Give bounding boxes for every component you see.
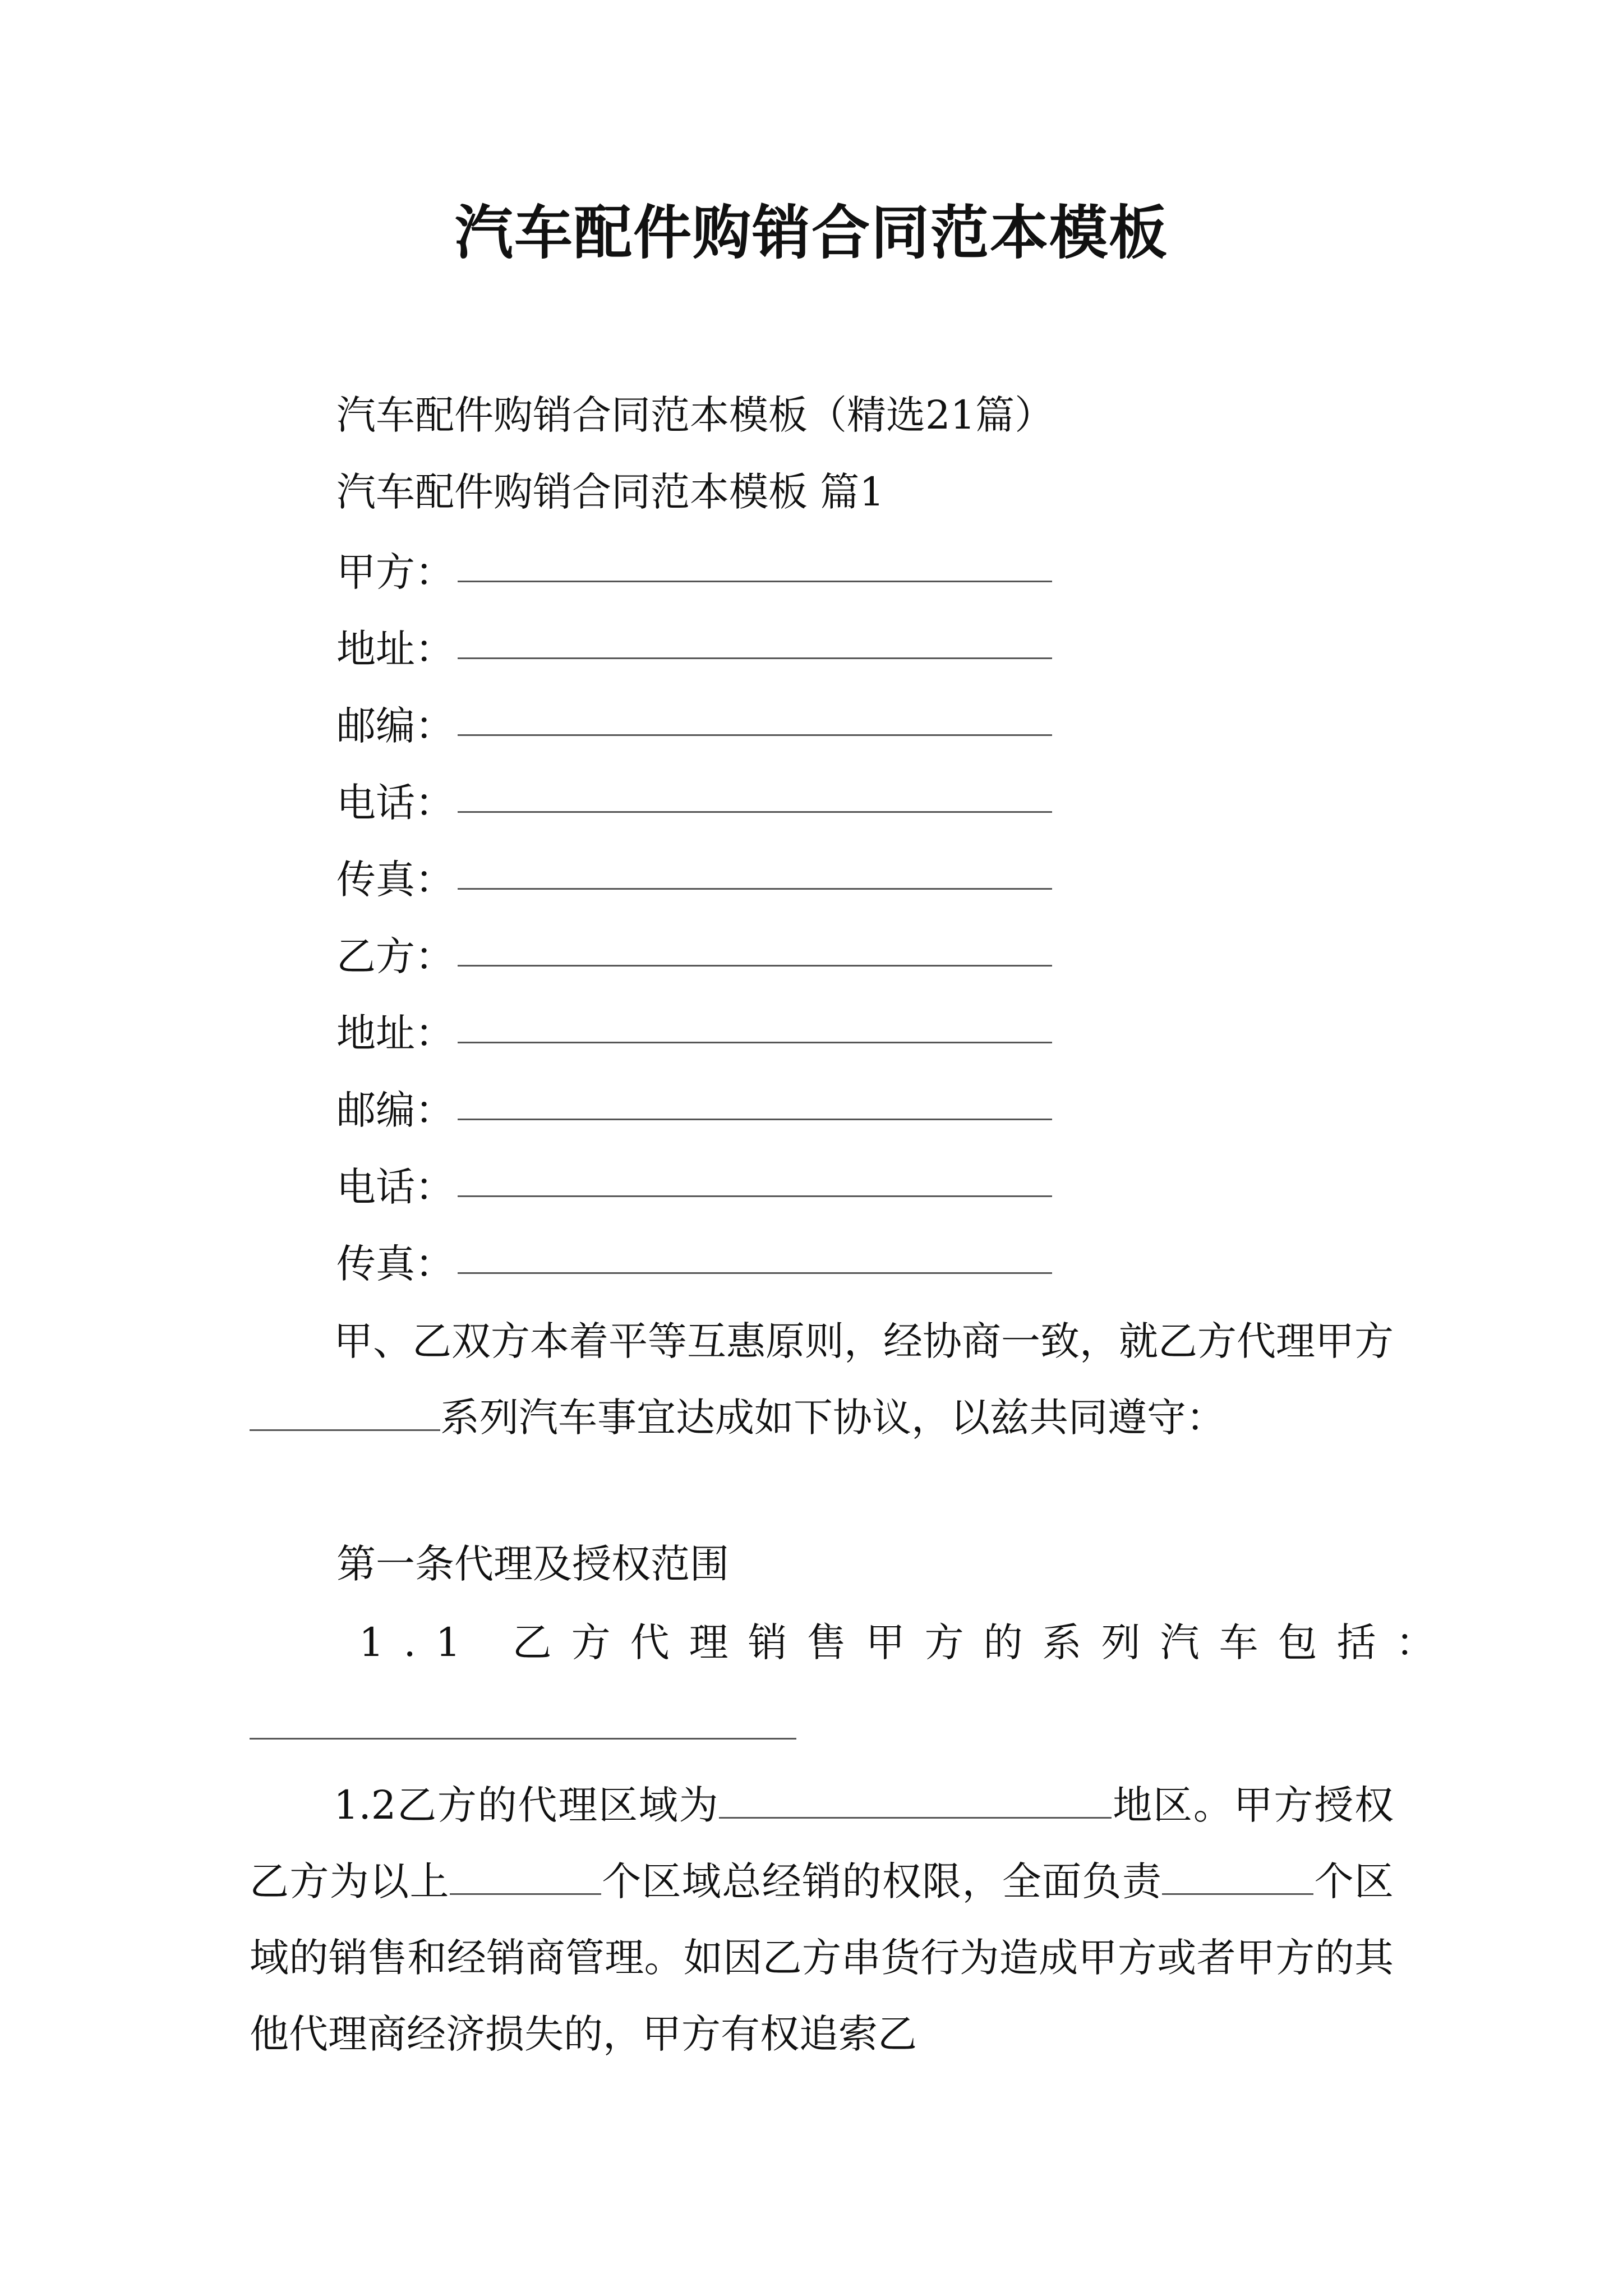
clause-1-2 <box>250 1767 1394 2072</box>
clause-1-1-text: 1.1 乙方代理销售甲方的系列汽车包括： <box>359 1619 1455 1665</box>
document-title: 汽车配件购销合同范本模板 <box>454 198 1168 267</box>
fill-in-line <box>458 811 1052 813</box>
intro-text-part2: 系列汽车事宜达成如下协议，以兹共同遵守： <box>440 1395 1225 1441</box>
fill-in-line <box>250 1738 796 1740</box>
fill-in-line <box>458 657 1052 659</box>
fill-in-line <box>458 1195 1052 1197</box>
fill-in-line <box>458 581 1052 582</box>
fill-in-line <box>458 965 1052 967</box>
field-label: 地址： <box>336 625 454 672</box>
fill-in-blank <box>719 1781 1112 1819</box>
party-b-postcode-field <box>336 1079 1052 1135</box>
fill-in-line <box>458 734 1052 736</box>
fill-in-blank <box>1162 1857 1313 1895</box>
fill-in-line <box>458 1042 1052 1043</box>
party-a-postcode-field <box>336 694 1052 751</box>
party-a-address-field <box>336 618 1052 674</box>
field-label: 地址： <box>336 1010 454 1056</box>
field-label: 电话： <box>336 779 454 826</box>
field-label: 电话： <box>336 1163 454 1210</box>
clause-1-2-part1: 1.2乙方的代理区域为 <box>334 1782 720 1828</box>
fill-in-line <box>458 1272 1052 1274</box>
field-label: 邮编： <box>336 1087 454 1133</box>
intro-paragraph <box>250 1303 1394 1456</box>
party-a-fax-field <box>336 848 1052 904</box>
field-label: 乙方： <box>336 933 454 979</box>
intro-text-part1: 甲、乙双方本着平等互惠原则，经协商一致，就乙方代理甲方 <box>334 1318 1394 1364</box>
fill-in-blank <box>250 1393 440 1431</box>
field-label: 传真： <box>336 856 454 903</box>
field-label: 传真： <box>336 1240 454 1287</box>
field-label: 邮编： <box>336 702 454 749</box>
party-b-phone-field <box>336 1156 1052 1212</box>
party-b-fax-field <box>336 1232 1052 1289</box>
fill-in-line <box>458 888 1052 890</box>
field-label: 甲方： <box>336 549 454 595</box>
article-heading: 第一条代理及授权范围 <box>336 1541 729 1587</box>
party-b-name-field <box>336 925 1052 981</box>
section-heading: 汽车配件购销合同范本模板 篇1 <box>336 469 884 515</box>
party-a-name-field <box>336 541 1052 597</box>
clause-1-1 <box>359 1614 1455 1671</box>
clause-1-2-part4: 个区域的销售和经销商管理。如因乙方串货行为造成甲方或者甲方的其他代理商经济损失的，甲方有权追索乙 <box>250 1858 1394 2057</box>
party-b-address-field <box>336 1002 1052 1058</box>
fill-in-line <box>458 1119 1052 1120</box>
document-subtitle: 汽车配件购销合同范本模板（精选21篇） <box>336 392 1054 438</box>
fill-in-blank <box>450 1857 601 1895</box>
clause-1-2-part3: 个区域总经销的权限，全面负责 <box>601 1858 1163 1904</box>
clause-1-2-part2: 地区。甲方授权乙方为以上 <box>250 1782 1394 1904</box>
party-a-phone-field <box>336 771 1052 827</box>
